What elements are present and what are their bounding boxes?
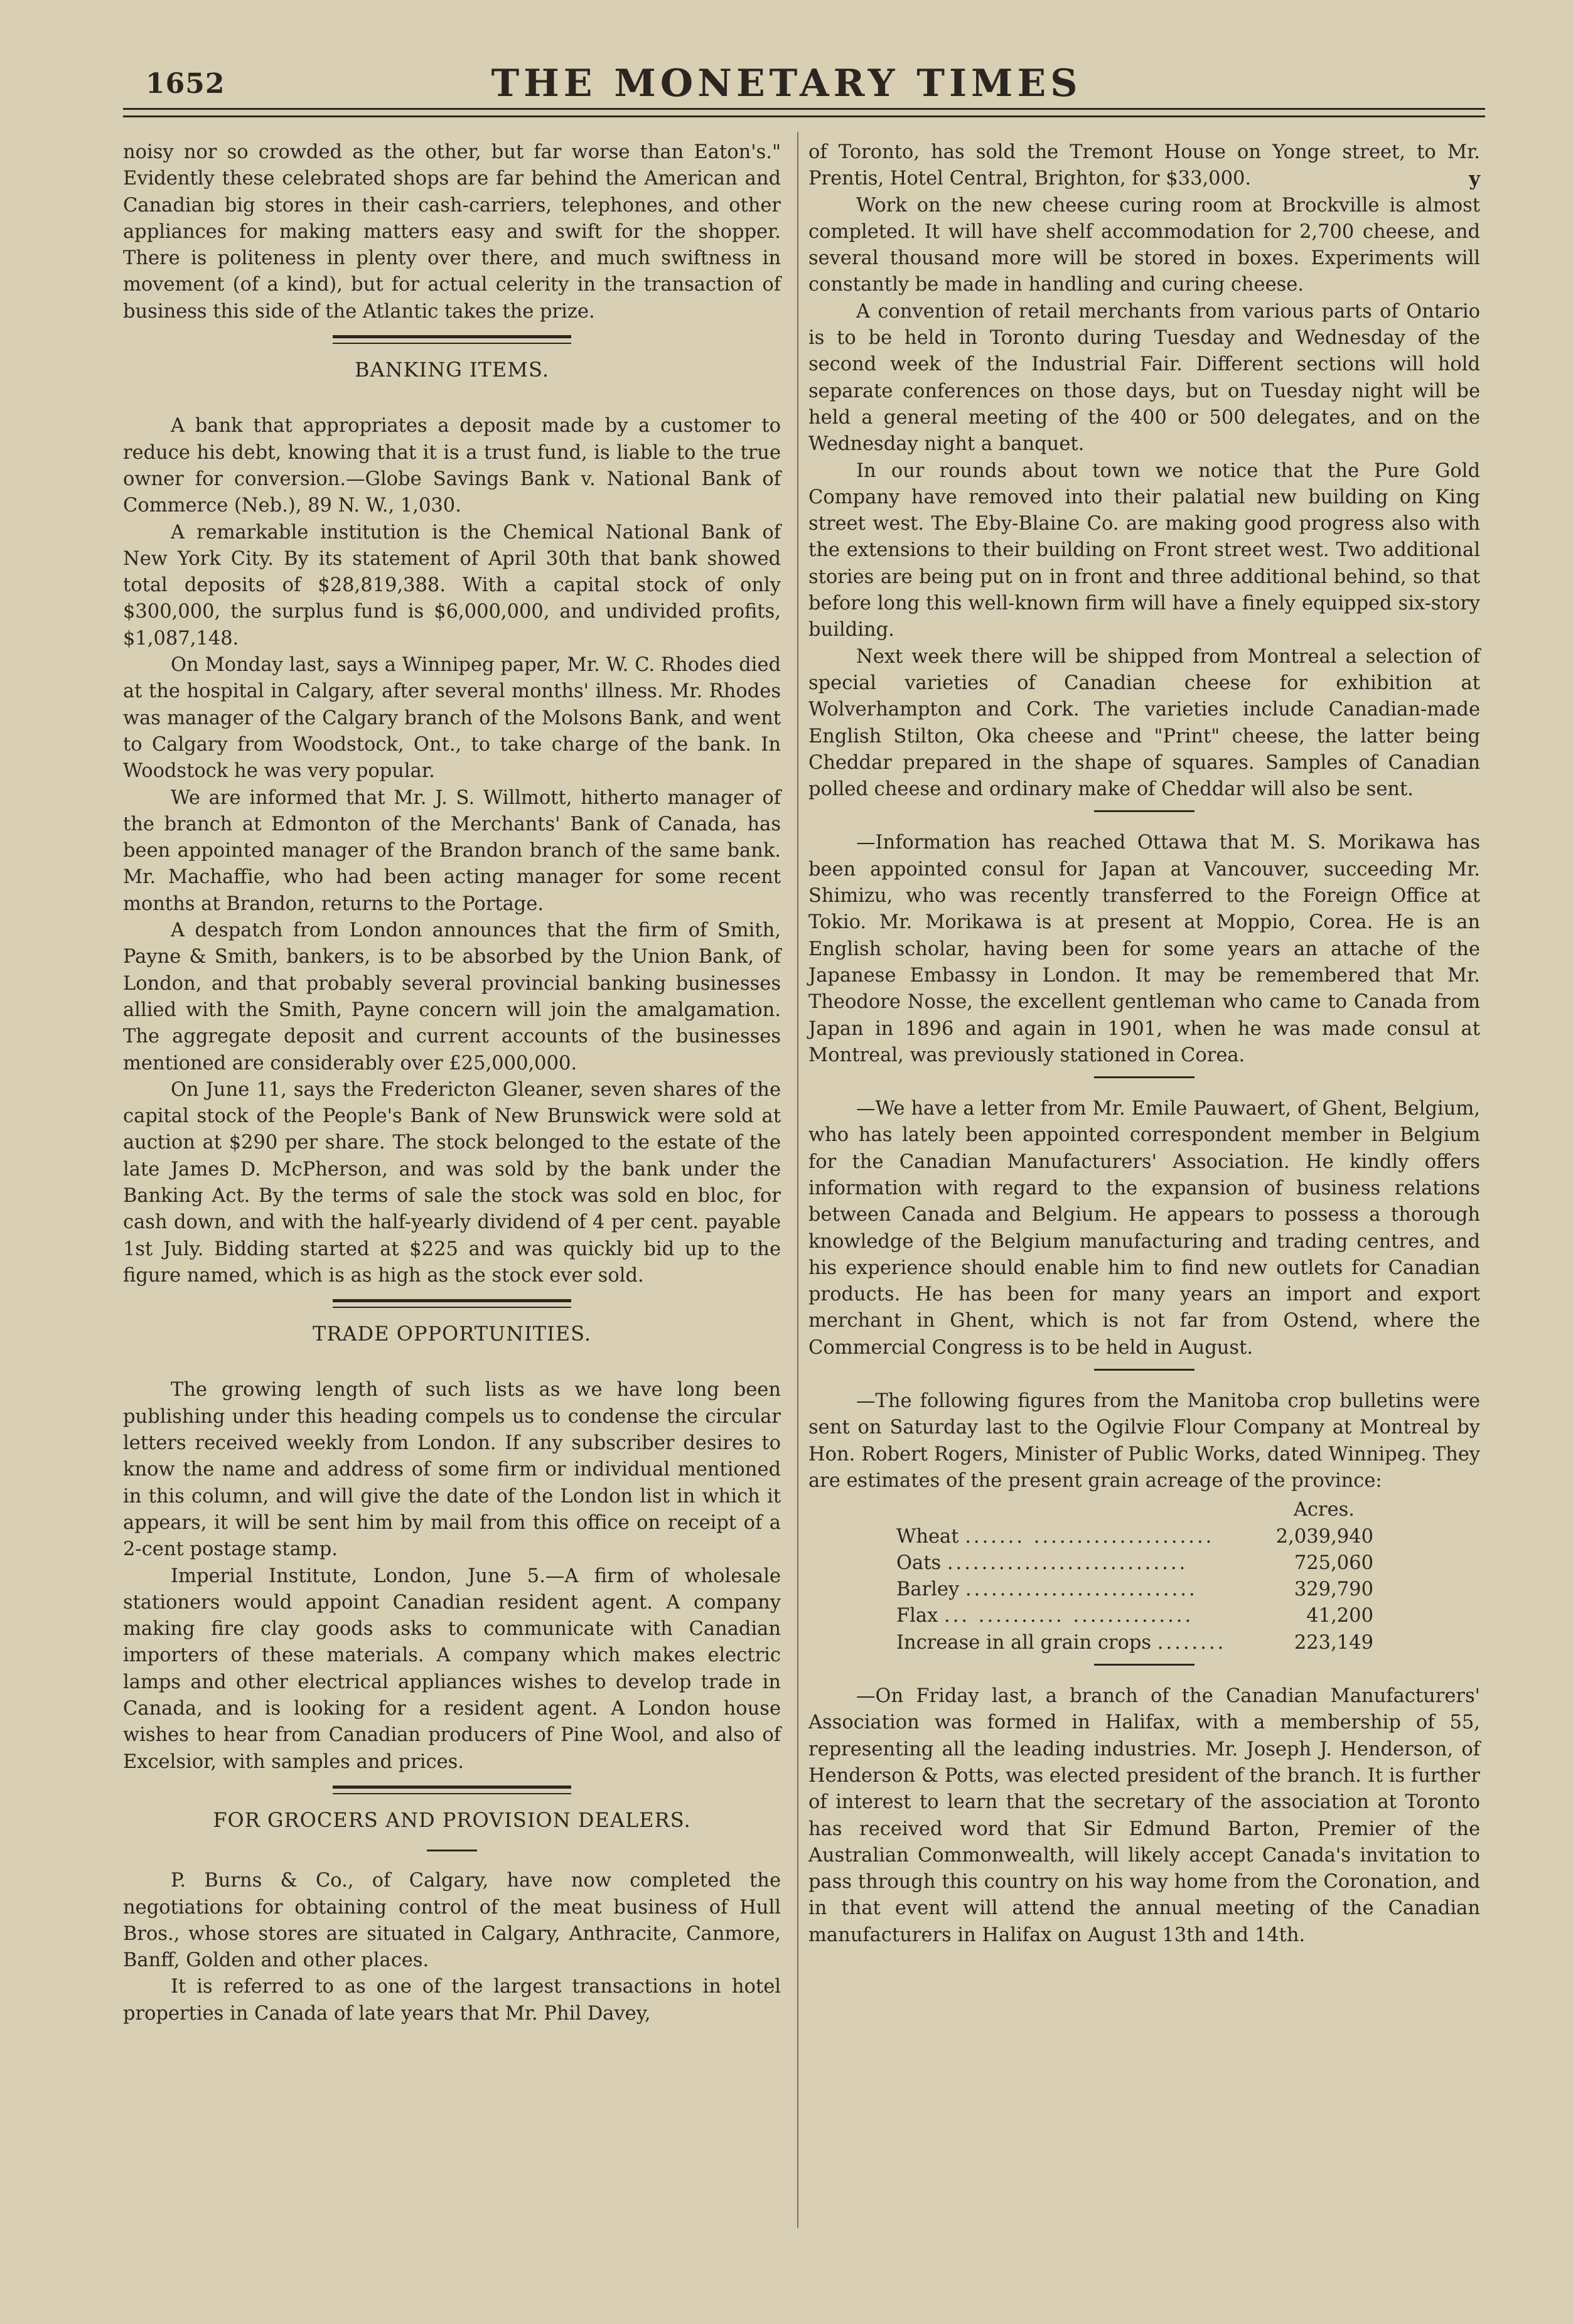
table-row — [896, 1524, 1373, 1550]
crop-value: 41,200 — [1306, 1605, 1373, 1627]
section-divider — [333, 1299, 571, 1308]
crop-value: 2,039,940 — [1275, 1525, 1373, 1548]
leader-dots: ... .......... .............. — [944, 1605, 1194, 1627]
news-paragraph: In our rounds about town we notice that the Pure Gold Company have removed into their palatial new building on King street west. The Eby-Blaine Co. are making good progress also with the extensions to their building on Front street west. Two additional stories are being put on in front and three additional behind, so that before long this well-known firm will have a finely equipped six-story building. — [808, 459, 1480, 641]
leader-dots: ............................ — [947, 1551, 1188, 1574]
news-paragraph: Work on the new cheese curing room at Brockville is almost completed. It will have shelf accommodation for 2,700 cheese, and several thousand more will be stored in boxes. Experiments will constantly be made in handling and curing cheese. — [808, 194, 1480, 296]
stray-mark: y — [1469, 168, 1480, 191]
section-divider — [1094, 1664, 1195, 1666]
grocers-paragraph: P. Burns & Co., of Calgary, have now completed the negotiations for obtaining control of the meat business of Hull Bros., whose stores are situated in Calgary, Anthracite, Canmore, Banff, Golden and other places. — [123, 1870, 781, 1972]
trade-paragraph: The growing length of such lists as we have long been publishing under this heading compels us to condense the circular letters received weekly from London. If any subscriber desires to know the name and address of some firm or individual mentioned in this column, and will give the date of the London list in which it appears, it will be sent him by mail from this office on receipt of a 2-cent postage stamp. — [123, 1379, 781, 1561]
crop-name: Wheat — [896, 1525, 959, 1548]
leader-dots: ....... ..................... — [965, 1525, 1215, 1548]
continued-paragraph — [808, 139, 1480, 193]
table-row — [896, 1630, 1373, 1656]
crop-name: Barley — [896, 1578, 960, 1601]
table-row — [896, 1497, 1373, 1523]
continued-text: of Toronto, has sold the Tremont House on Yonge street, to Mr. Prentis, Hotel Central, Brighton, for $33,000. — [808, 141, 1480, 190]
crop-table — [896, 1497, 1373, 1656]
crop-value: 329,790 — [1294, 1578, 1373, 1601]
table-row — [896, 1577, 1373, 1603]
section-divider — [333, 335, 571, 344]
page-number: 1652 — [146, 68, 225, 100]
trade-heading: TRADE OPPORTUNITIES. — [312, 1322, 592, 1346]
section-divider — [1094, 810, 1195, 812]
leader-dots: ........ — [1157, 1631, 1227, 1654]
crop-value: 725,060 — [1294, 1551, 1373, 1574]
heading-underline — [427, 1850, 477, 1851]
banking-paragraph: We are informed that Mr. J. S. Willmott, hitherto manager of the branch at Edmonton of the Merchants' Bank of Canada, has been appointed manager of the Brandon branch of the same bank. Mr. Machaffie, who had been acting manager for some recent months at Brandon, returns to the Portage. — [123, 786, 781, 915]
masthead-title: THE MONETARY TIMES — [491, 62, 1082, 105]
section-divider — [1094, 1076, 1195, 1078]
banking-paragraph: On June 11, says the Fredericton Gleaner, seven shares of the capital stock of the People's Bank of New Brunswick were sold at auction at $290 per share. The stock belonged to the estate of the late James D. McPherson, and was sold by the bank under the Banking Act. By the terms of sale the stock was sold en bloc, for cash down, and with the half-yearly dividend of 4 per cent. payable 1st July. Bidding started at $225 and was quickly bid up to the figure named, which is as high as the stock ever sold. — [123, 1078, 781, 1287]
news-paragraph: A convention of retail merchants from various parts of Ontario is to be held in Toronto during Tuesday and Wednesday of the second week of the Industrial Fair. Different sections will hold separate conferences on those days, but on Tuesday night will be held a general meeting of the 400 or 500 delegates, and on the Wednesday night a banquet. — [808, 300, 1480, 456]
crop-value: 223,149 — [1294, 1631, 1373, 1654]
grocers-heading: FOR GROCERS AND PROVISION DEALERS. — [213, 1807, 691, 1832]
table-row — [896, 1550, 1373, 1577]
intro-paragraph: noisy nor so crowded as the other, but far worse than Eaton's." Evidently these celebrated shops are far behind the American and Canadian big stores in their cash-carriers, telephones, and other appliances for making matters easy and swift for the shopper. There is politeness in plenty over there, and much swiftness in movement (of a kind), but for actual celerity in the transaction of business this side of the Atlantic takes the prize. — [123, 141, 781, 323]
banking-paragraph: A despatch from London announces that the firm of Smith, Payne & Smith, bankers, is to be absorbed by the Union Bank, of London, and that probably several provincial banking businesses allied with the Smith, Payne concern will join the amalgamation. The aggregate deposit and current accounts of the businesses mentioned are considerably over £25,000,000. — [123, 919, 781, 1074]
section-divider — [1094, 1369, 1195, 1371]
trade-paragraph: Imperial Institute, London, June 5.—A firm of wholesale stationers would appoint Canadian resident agent. A company making fire clay goods asks to communicate with Canadian importers of these materials. A company which makes electric lamps and other electrical appliances wishes to develop trade in Canada, and is looking for a resident agent. A London house wishes to hear from Canadian producers of Pine Wool, and also of Excelsior, with samples and prices. — [123, 1565, 781, 1773]
banking-paragraph: A remarkable institution is the Chemical National Bank of New York City. By its statement of April 30th that bank showed total deposits of $28,819,388. With a capital stock of only $300,000, the surplus fund is $6,000,000, and undivided profits, $1,087,148. — [123, 521, 781, 650]
banking-paragraph: On Monday last, says a Winnipeg paper, Mr. W. C. Rhodes died at the hospital in Calgary, after several months' illness. Mr. Rhodes was manager of the Calgary branch of the Molsons Bank, and went to Calgary from Woodstock, Ont., to take charge of the bank. In Woodstock he was very popular. — [123, 654, 781, 783]
right-column — [808, 139, 1480, 1949]
morikawa-paragraph: —Information has reached Ottawa that M. S. Morikawa has been appointed consul for Japan at Vancouver, succeeding Mr. Shimizu, who was recently transferred to the Foreign Office at Tokio. Mr. Morikawa is at present at Moppio, Corea. He is an English scholar, having been for some years an attache of the Japanese Embassy in London. It may be remembered that Mr. Theodore Nosse, the excellent gentleman who came to Canada from Japan in 1896 and again in 1901, when he was made consul at Montreal, was previously stationed in Corea. — [808, 832, 1480, 1066]
table-row — [896, 1603, 1373, 1629]
news-paragraph: Next week there will be shipped from Montreal a selection of special varieties of Canadian cheese for exhibition at Wolverhampton and Cork. The varieties include Canadian-made English Stilton, Oka cheese and "Print" cheese, the latter being Cheddar prepared in the shape of squares. Samples of Canadian polled cheese and ordinary make of Cheddar will also be sent. — [808, 645, 1480, 801]
header-rule — [123, 108, 1485, 117]
crop-name: Oats — [896, 1551, 942, 1574]
grocers-paragraph: It is referred to as one of the largest transactions in hotel properties in Canada of late years that Mr. Phil Davey, — [123, 1976, 781, 2025]
left-column — [123, 139, 781, 2027]
acres-header: Acres. — [1293, 1499, 1355, 1521]
leader-dots: ........................... — [965, 1578, 1198, 1601]
pauwaert-paragraph: —We have a letter from Mr. Emile Pauwaert, of Ghent, Belgium, who has lately been appointed correspondent member in Belgium for the Canadian Manufacturers' Association. He kindly offers information with regard to the expansion of business relations between Canada and Belgium. He appears to possess a thorough knowledge of the Belgium manufacturing and trading centres, and his experience should enable him to find new outlets for Canadian products. He has been for many years an import and export merchant in Ghent, which is not far from Ostend, where the Commercial Congress is to be held in August. — [808, 1098, 1480, 1359]
banking-paragraph: A bank that appropriates a deposit made by a customer to reduce his debt, knowing that it is a trust fund, is liable to the true owner for conversion.—Globe Savings Bank v. National Bank of Commerce (Neb.), 89 N. W., 1,030. — [123, 415, 781, 517]
crop-intro-paragraph: —The following figures from the Manitoba crop bulletins were sent on Saturday last to the Ogilvie Flour Company at Montreal by Hon. Robert Rogers, Minister of Public Works, dated Winnipeg. They are estimates of the present grain acreage of the province: — [808, 1390, 1480, 1492]
column-divider — [797, 132, 798, 2228]
crop-name: Increase in all grain crops — [896, 1631, 1152, 1654]
banking-heading: BANKING ITEMS. — [355, 358, 549, 382]
crop-name: Flax — [896, 1605, 938, 1627]
halifax-paragraph: —On Friday last, a branch of the Canadian Manufacturers' Association was formed in Halifax, with a membership of 55, representing all the leading industries. Mr. Joseph J. Henderson, of Henderson & Potts, was elected president of the branch. It is further of interest to learn that the secretary of the association at Toronto has received word that Sir Edmund Barton, Premier of the Australian Commonwealth, will likely accept Canada's invitation to pass through this country on his way home from the Coronation, and in that event will attend the annual meeting of the Canadian manufacturers in Halifax on August 13th and 14th. — [808, 1685, 1480, 1946]
section-divider — [333, 1786, 571, 1794]
